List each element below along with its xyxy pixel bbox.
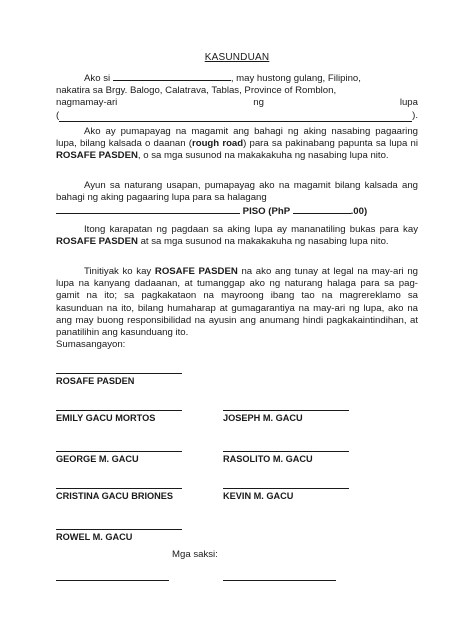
intro-text-e1: ( xyxy=(56,109,60,121)
piso-label: PISO (PhP xyxy=(240,206,293,218)
signatory-rasolito: RASOLITO M. GACU xyxy=(223,454,313,464)
signatory-rowel: ROWEL M. GACU xyxy=(56,532,133,542)
amount-number-blank xyxy=(293,204,351,214)
paragraph-warranty xyxy=(56,266,418,339)
intro-text-b: , may hustong gulang, Filipino, xyxy=(230,73,361,84)
intro-text-e2: ). xyxy=(412,109,418,121)
row-beneficiary-name: ROSAFE PASDEN xyxy=(56,236,138,248)
consent-text-e: , o sa mga susunod na makakakuha ng nasabing lupa nito. xyxy=(137,150,389,162)
intro-text-d2: ng xyxy=(253,97,264,109)
row-text-c: at sa mga susunod na makakakuha ng nasabing lupa nito. xyxy=(137,236,389,248)
consent-text-a: Ako ay pumapayag na magamit ang bahagi ng aking nasabing pagaaring lupa, bilang kalsada o daanan ( xyxy=(56,126,418,150)
intro-text-d1: nagmamay-ari xyxy=(56,97,118,109)
signature-line-rasolito xyxy=(223,451,349,452)
signature-line-rowel xyxy=(56,529,182,530)
signatory-george: GEORGE M. GACU xyxy=(56,454,139,464)
signature-line-george xyxy=(56,451,182,452)
row-text-a: Itong karapatan ng pagdaan sa aking lupa ay mananatiling bukas para kay xyxy=(84,224,418,235)
beneficiary-name: ROSAFE PASDEN xyxy=(56,150,138,162)
name-blank xyxy=(113,71,231,81)
intro-text-c: nakatira sa Brgy. Balogo, Calatrava, Tablas, Province of Romblon, xyxy=(56,85,337,97)
paragraph-intro xyxy=(56,71,418,122)
warranty-text-c: na ako ang tunay at legal na may-ari ng lupa na kanyang dadaanan, at tumanggap ako ng naturang halaga para sa pag-gamit na ito; sa pagkakataon na mayroong ibang tao na magrereklamo sa kasunduan na ito, bilang humaharap at gumagarantiya na may-ari ng lupa, ako na ang may buong responsibilidad na ayusin ang anumang hindi pagkakaintindihan, at panatilihin ang kasunduang ito. xyxy=(56,266,418,339)
signature-line-kevin xyxy=(223,488,349,489)
cents-label: .00) xyxy=(350,206,368,218)
rough-road-term: rough road xyxy=(191,138,244,150)
signatory-cristina: CRISTINA GACU BRIONES xyxy=(56,491,174,501)
signatory-kevin: KEVIN M. GACU xyxy=(223,491,294,501)
paragraph-consent xyxy=(56,126,418,163)
intro-text-a: Ako si xyxy=(84,73,111,84)
witness-line-1 xyxy=(56,580,169,581)
intro-text-d3: lupa xyxy=(399,97,418,109)
consent-text-c: ) para sa pakinabang papunta sa lupa ni xyxy=(243,138,418,150)
warranty-text-a: Tinitiyak ko kay xyxy=(84,266,155,277)
signatory-rosafe: ROSAFE PASDEN xyxy=(56,376,135,386)
signature-line-joseph xyxy=(223,410,349,411)
mga-saksi-label: Mga saksi: xyxy=(172,549,218,560)
lot-description-blank xyxy=(59,112,412,122)
signatory-joseph: JOSEPH M. GACU xyxy=(223,413,303,423)
signature-line-emily xyxy=(56,410,182,411)
sumasangayon-label: Sumasangayon: xyxy=(56,339,126,350)
signature-line-rosafe xyxy=(56,373,182,374)
witness-line-2 xyxy=(223,580,336,581)
amount-words-blank xyxy=(56,204,240,214)
payment-text-a: Ayun sa naturang usapan, pumapayag ako na magamit bilang kalsada ang bahagi ng aking pagaaring lupa para sa halagang xyxy=(56,180,418,204)
signature-line-cristina xyxy=(56,488,182,489)
signatory-emily: EMILY GACU MORTOS xyxy=(56,413,156,423)
paragraph-payment xyxy=(56,180,418,219)
document-title: KASUNDUAN xyxy=(204,52,270,63)
warranty-beneficiary-name: ROSAFE PASDEN xyxy=(154,266,238,277)
paragraph-right-of-way xyxy=(56,224,418,248)
